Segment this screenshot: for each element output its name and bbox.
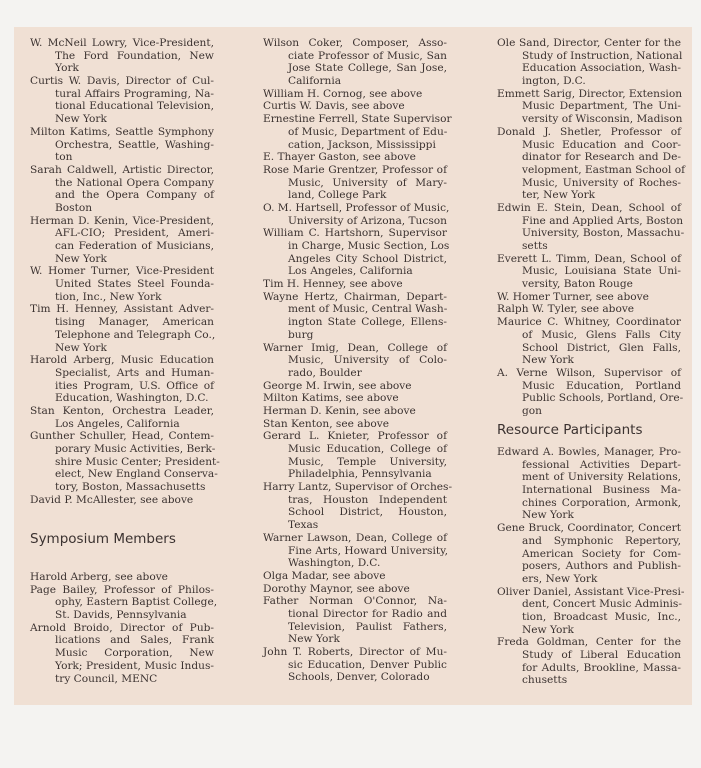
entry-line: tion, Inc., New York — [55, 290, 162, 303]
entry-line: ter, New York — [522, 189, 596, 202]
entry-line: Emmett Sarig, Director, Extension — [497, 87, 683, 100]
participant-entry — [30, 494, 214, 507]
entry-line: Television, Paulist Fathers, — [288, 620, 447, 633]
entry-line: United States Steel Founda- — [55, 278, 214, 291]
participant-entry — [263, 532, 447, 570]
entry-line: Schools, Denver, Colorado — [288, 671, 430, 684]
entry-line: ton — [55, 151, 73, 164]
entry-line: New York — [522, 509, 574, 522]
participant-entry — [497, 446, 681, 522]
participant-entry — [263, 278, 447, 291]
entry-line: Milton Katims, Seattle Symphony — [30, 125, 214, 138]
entry-line: New York — [55, 113, 107, 126]
entry-line: versity of Wisconsin, Madison — [522, 113, 683, 126]
participant-entry — [497, 316, 681, 367]
section-heading-resource-participants: Resource Participants — [497, 422, 643, 438]
entry-line: Warner Imig, Dean, College of — [263, 341, 447, 354]
entry-line: Oliver Daniel, Assistant Vice-Presi- — [497, 585, 685, 598]
entry-line: and the Opera Company of — [55, 189, 214, 202]
entry-line: Los Angeles, California — [288, 265, 413, 278]
entry-line: School District, Glen Falls, — [522, 341, 681, 354]
entry-line: Harold Arberg, see above — [30, 571, 168, 583]
participant-entry — [30, 430, 220, 494]
entry-line: Music, University of Colo- — [288, 354, 447, 367]
entry-line: Fine Arts, Howard University, — [288, 544, 449, 557]
entry-line: elect, New England Conserva- — [55, 468, 218, 481]
entry-line: David P. McAllester, see above — [30, 493, 194, 506]
entry-line: A. Verne Wilson, Supervisor of — [497, 366, 681, 379]
entry-line: shire Music Center; President- — [55, 455, 220, 468]
entry-line: tion, Broadcast Music, Inc., — [522, 610, 681, 623]
entry-line: New York — [522, 623, 574, 636]
participant-entry — [263, 291, 447, 342]
entry-line: Music, University of Mary- — [288, 176, 447, 189]
entry-line: Telephone and Telegraph Co., — [55, 328, 216, 341]
entry-line: and Symphonic Repertory, — [522, 534, 681, 547]
entry-line: rado, Boulder — [288, 366, 362, 379]
entry-line: chusetts — [522, 674, 568, 687]
participant-entry — [30, 37, 214, 75]
entry-line: University of Arizona, Tucson — [288, 214, 447, 227]
participant-entry — [263, 164, 447, 202]
entry-line: ment of University Relations, — [522, 471, 681, 484]
entry-line: tory, Boston, Massachusetts — [55, 481, 206, 494]
participant-entry — [263, 570, 447, 583]
entry-line: setts — [522, 240, 548, 252]
entry-line: St. Davids, Pennsylvania — [55, 609, 187, 622]
entry-line: versity, Baton Rouge — [522, 278, 633, 291]
participant-entry — [30, 75, 214, 126]
entry-line: ities Program, U.S. Office of — [55, 379, 214, 392]
entry-line: International Business Ma- — [522, 484, 681, 497]
participant-entry — [497, 366, 684, 418]
entry-line: Freda Goldman, Center for the — [497, 636, 681, 649]
entry-line: Music Education, Portland — [522, 379, 681, 392]
entry-line: William H. Cornog, see above — [263, 87, 423, 100]
symposium-members-list — [30, 571, 218, 685]
participant-entry — [497, 585, 685, 637]
participant-entry — [30, 583, 218, 622]
entry-line: Education, Washington, D.C. — [55, 392, 209, 405]
participant-entry — [30, 405, 214, 430]
participant-entry — [263, 151, 447, 164]
participant-entry — [497, 253, 681, 291]
participant-entry — [263, 583, 447, 596]
participant-entry — [497, 37, 681, 88]
entry-line: Boston — [55, 201, 93, 214]
entry-line: Everett L. Timm, Dean, School of — [497, 252, 681, 265]
participant-entry — [263, 342, 447, 380]
entry-line: lications and Sales, Frank — [55, 634, 214, 647]
participant-entry — [263, 380, 447, 393]
entry-line: Edwin E. Stein, Dean, School of — [497, 201, 681, 214]
entry-line: George M. Irwin, see above — [263, 379, 412, 392]
entry-line: Gerard L. Knieter, Professor of — [263, 430, 447, 443]
entry-line: O. M. Hartsell, Professor of Music, — [263, 201, 450, 214]
participant-entry — [263, 201, 450, 227]
entry-line: Ernestine Ferrell, State Supervisor — [263, 113, 452, 126]
entry-line: Gene Bruck, Coordinator, Concert — [497, 522, 681, 535]
entry-line: W. Homer Turner, see above — [497, 290, 649, 303]
entry-line: The Ford Foundation, New — [55, 49, 214, 62]
entry-line: Stan Kenton, Orchestra Leader, — [30, 404, 214, 417]
entry-line: Washington, D.C. — [288, 557, 381, 570]
participant-entry — [263, 88, 447, 101]
entry-line: sic Education, Denver Public — [288, 658, 447, 671]
entry-line: Jose State College, San Jose, — [288, 62, 447, 75]
entry-line: can Federation of Musicians, — [55, 240, 214, 252]
entry-line: William C. Hartshorn, Supervisor — [263, 227, 447, 240]
entry-line: New York — [288, 633, 340, 646]
participant-entry — [497, 88, 681, 126]
entry-line: Music, University of Roches- — [522, 176, 681, 189]
entry-line: porary Music Activities, Berk- — [55, 443, 216, 455]
participant-entry — [263, 418, 447, 431]
entry-line: Sarah Caldwell, Artistic Director, — [30, 163, 214, 176]
entry-line: Harold Arberg, Music Education — [30, 354, 214, 367]
entry-line: velopment, Eastman School of — [522, 163, 686, 176]
column-3-list — [497, 37, 686, 418]
entry-line: Wayne Hertz, Chairman, Depart- — [263, 290, 447, 303]
entry-line: New York — [55, 341, 107, 354]
entry-line: W. McNeil Lowry, Vice-President, — [30, 37, 214, 49]
entry-line: chines Corporation, Armonk, — [522, 496, 681, 509]
entry-line: of Music, Glens Falls City — [522, 328, 681, 341]
entry-line: Warner Lawson, Dean, College of — [263, 531, 447, 544]
entry-line: Curtis W. Davis, see above — [263, 100, 405, 113]
entry-line: ington, D.C. — [522, 75, 586, 88]
entry-line: Maurice C. Whitney, Coordinator — [497, 316, 681, 329]
entry-line: Angeles City School District, — [288, 252, 447, 265]
entry-line: Harry Lantz, Supervisor of Orches- — [263, 481, 453, 494]
entry-line: tional Educational Television, — [55, 100, 214, 113]
resource-participants-list — [497, 446, 685, 687]
entry-line: cation, Jackson, Mississippi — [288, 138, 436, 151]
entry-line: fessional Activities Depart- — [522, 458, 681, 471]
entry-line: Orchestra, Seattle, Washing- — [55, 138, 214, 151]
entry-line: New York — [522, 354, 574, 367]
entry-line: land, College Park — [288, 189, 387, 202]
entry-line: Wilson Coker, Composer, Asso- — [263, 37, 447, 49]
entry-line: Music, Louisiana State Uni- — [522, 265, 681, 278]
participant-entry — [497, 522, 681, 585]
section-heading-symposium-members: Symposium Members — [30, 531, 176, 547]
entry-line: Music, Temple University, — [288, 455, 447, 468]
entry-line: Herman D. Kenin, Vice-President, — [30, 214, 214, 227]
participant-entry — [30, 571, 214, 584]
entry-line: Music Department, The Uni- — [522, 100, 681, 113]
participant-entry — [497, 303, 681, 316]
participant-entry — [263, 430, 447, 481]
entry-line: University, Boston, Massachu- — [522, 227, 685, 240]
entry-line: Gunther Schuller, Head, Contem- — [30, 430, 214, 443]
entry-line: Rose Marie Grentzer, Professor of — [263, 163, 447, 176]
participant-entry — [30, 265, 214, 303]
participant-entry — [30, 126, 214, 164]
entry-line: Specialist, Arts and Human- — [55, 366, 214, 379]
participant-entry — [497, 291, 681, 304]
entry-line: tising Manager, American — [55, 316, 214, 329]
entry-line: burg — [288, 328, 314, 341]
participant-entry — [30, 164, 214, 215]
entry-line: Music Education, College of — [288, 443, 447, 455]
entry-line: ington State College, Ellens- — [288, 316, 447, 329]
entry-line: ers, New York — [522, 572, 598, 585]
entry-line: gon — [522, 404, 542, 417]
participant-entry — [30, 622, 214, 685]
entry-line: Fine and Applied Arts, Boston — [522, 214, 684, 227]
participant-entry — [263, 100, 447, 113]
entry-line: John T. Roberts, Director of Mu- — [263, 646, 447, 658]
entry-line: Donald J. Shetler, Professor of — [497, 125, 681, 138]
entry-line: Ole Sand, Director, Center for the — [497, 37, 681, 49]
column-1-list — [30, 37, 220, 506]
entry-line: Curtis W. Davis, Director of Cul- — [30, 75, 214, 88]
participant-entry — [263, 113, 452, 151]
entry-line: York — [55, 62, 79, 75]
entry-line: posers, Authors and Publish- — [522, 560, 681, 573]
entry-line: California — [288, 75, 342, 88]
entry-line: New York — [55, 252, 107, 265]
participant-entry — [263, 227, 450, 278]
entry-line: Dorothy Maynor, see above — [263, 582, 410, 595]
entry-line: tional Director for Radio and — [288, 607, 447, 620]
entry-line: ciate Professor of Music, San — [288, 49, 447, 62]
entry-line: York; President, Music Indus- — [55, 659, 214, 672]
entry-line: Olga Madar, see above — [263, 569, 386, 582]
participant-entry — [30, 215, 214, 266]
entry-line: Tim H. Henney, Assistant Adver- — [30, 303, 214, 316]
participant-entry — [263, 37, 447, 88]
entry-line: ment of Music, Central Wash- — [288, 303, 448, 316]
participant-entry — [30, 354, 214, 405]
entry-line: ophy, Eastern Baptist College, — [55, 596, 218, 609]
entry-line: Study of Liberal Education — [522, 649, 681, 661]
entry-line: School District, Houston, — [288, 506, 447, 519]
entry-line: Stan Kenton, see above — [263, 417, 390, 430]
entry-line: tural Affairs Programing, Na- — [55, 87, 214, 100]
entry-line: dinator for Research and De- — [522, 151, 681, 164]
entry-line: Music Corporation, New — [55, 647, 214, 660]
entry-line: E. Thayer Gaston, see above — [263, 151, 416, 164]
participant-entry — [30, 303, 214, 354]
entry-line: Education Association, Wash- — [522, 62, 681, 75]
entry-line: Ralph W. Tyler, see above — [497, 303, 635, 316]
entry-line: AFL-CIO; President, Ameri- — [55, 227, 214, 240]
participant-entry — [263, 392, 447, 405]
entry-line: tras, Houston Independent — [288, 493, 447, 506]
entry-line: try Council, MENC — [55, 672, 158, 685]
entry-line: in Charge, Music Section, Los — [288, 240, 450, 252]
entry-line: the National Opera Company — [55, 176, 214, 189]
entry-line: Arnold Broido, Director of Pub- — [30, 621, 214, 634]
participant-entry — [263, 646, 447, 684]
entry-line: Los Angeles, California — [55, 417, 180, 430]
entry-line: dent, Concert Music Adminis- — [522, 598, 682, 611]
column-2-list — [263, 37, 453, 684]
participant-entry — [263, 405, 447, 418]
participant-entry — [263, 481, 453, 532]
entry-line: Texas — [288, 519, 319, 532]
entry-line: of Music, Department of Edu- — [288, 125, 448, 138]
entry-line: Page Bailey, Professor of Philos- — [30, 583, 214, 596]
participant-entry — [263, 595, 447, 646]
entry-line: American Society for Com- — [522, 547, 681, 560]
entry-line: W. Homer Turner, Vice-President — [30, 265, 214, 278]
entry-line: Public Schools, Portland, Ore- — [522, 392, 684, 405]
participant-entry — [497, 125, 686, 202]
entry-line: Edward A. Bowles, Manager, Pro- — [497, 446, 681, 458]
participant-entry — [497, 636, 681, 687]
entry-line: Tim H. Henney, see above — [263, 278, 403, 291]
participant-entry — [497, 201, 685, 253]
entry-line: Music Education and Coor- — [522, 138, 681, 151]
entry-line: Father Norman O'Connor, Na- — [263, 595, 447, 608]
entry-line: for Adults, Brookline, Massa- — [522, 661, 681, 674]
entry-line: Herman D. Kenin, see above — [263, 404, 416, 417]
entry-line: Milton Katims, see above — [263, 392, 399, 405]
entry-line: Philadelphia, Pennsylvania — [288, 468, 432, 481]
entry-line: Study of Instruction, National — [522, 49, 683, 62]
